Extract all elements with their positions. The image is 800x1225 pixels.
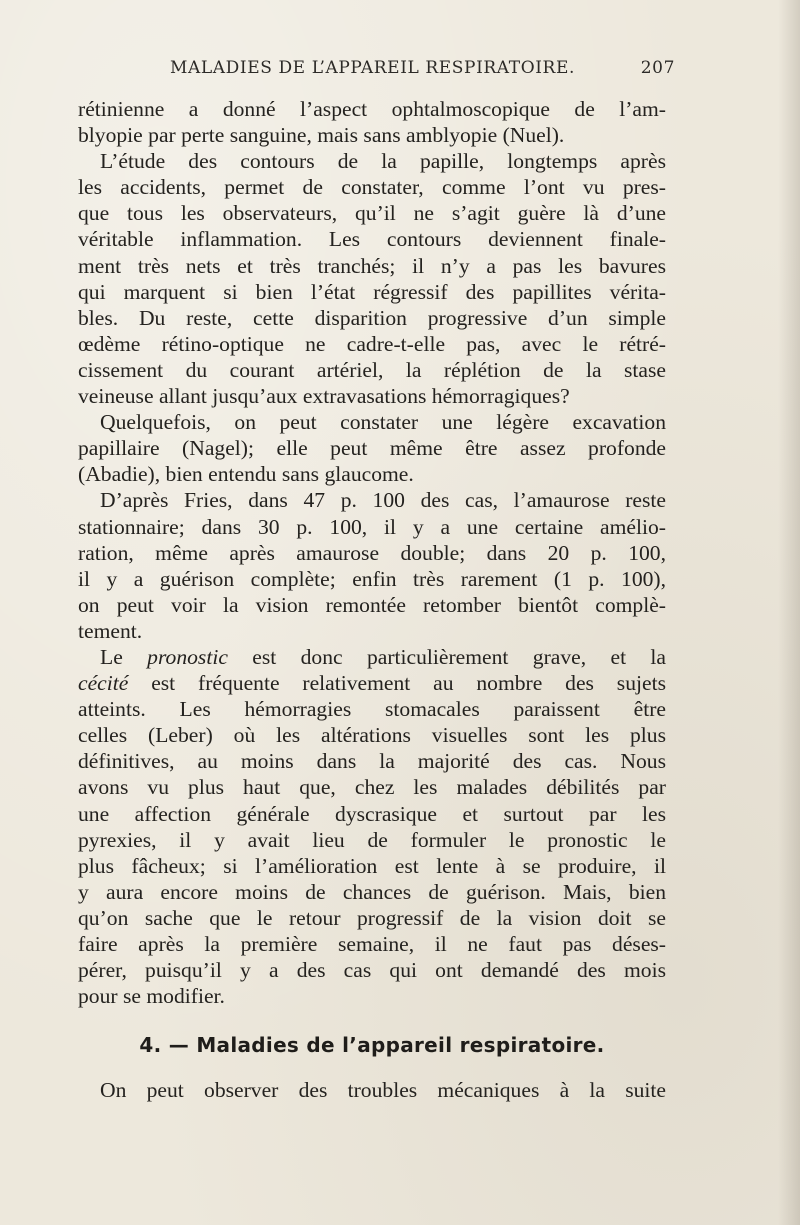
text-line-with-italic [78, 670, 666, 696]
text-line: qu’on sache que le retour progressif de la vision doit se [78, 905, 666, 930]
text-line: pour se modifier. [78, 984, 225, 1009]
italic-term-cecite: cécité [78, 671, 129, 696]
text-line: rétinienne a donné l’aspect ophtalmoscopique de l’am- [78, 97, 666, 121]
text-line: pyrexies, il y avait lieu de formuler le pronostic le [78, 827, 666, 852]
text-line: une affection générale dyscrasique et surtout par les [78, 801, 666, 826]
text-line: y aura encore moins de chances de guérison. Mais, bien [78, 879, 666, 904]
text-line: plus fâcheux; si l’amélioration est lente à se produire, il [78, 853, 666, 878]
text-line: véritable inflammation. Les contours deviennent finale- [78, 227, 666, 252]
text-line: On peut observer des troubles mécaniques à la suite [100, 1078, 666, 1102]
text-line: on peut voir la vision remontée retomber bientôt complè- [78, 592, 666, 617]
text-line: L’étude des contours de la papille, longtemps après [100, 149, 666, 174]
text-line: définitives, au moins dans la majorité des cas. Nous [78, 749, 666, 774]
text-line: que tous les observateurs, qu’il ne s’agit guère là d’une [78, 201, 666, 226]
text-line: atteints. Les hémorragies stomacales paraissent être [78, 697, 666, 722]
text-line: blyopie par perte sanguine, mais sans amblyopie (Nuel). [78, 123, 565, 148]
text-line: tement. [78, 618, 143, 643]
text-line: Quelquefois, on peut constater une légère excavation [100, 410, 666, 435]
body-text [78, 96, 666, 1009]
text-line: bles. Du reste, cette disparition progressive d’un simple [78, 305, 666, 330]
italic-term-pronostic: pronostic [147, 644, 228, 669]
body-text-after-heading [78, 1077, 666, 1103]
text-line: les accidents, permet de constater, comme l’ont vu pres- [78, 175, 666, 200]
text-line: faire après la première semaine, il ne faut pas déses- [78, 932, 666, 956]
text-line: cissement du courant artériel, la réplétion de la stase [78, 357, 666, 382]
page-edge-shadow [778, 0, 800, 1225]
text-line: il y a guérison complète; enfin très rarement (1 p. 100), [78, 566, 666, 591]
text-line: pérer, puisqu’il y a des cas qui ont demandé des mois [78, 958, 666, 983]
text-line: papillaire (Nagel); elle peut même être assez profonde [78, 436, 666, 461]
text-fragment: est fréquente relativement au nombre des sujets [151, 671, 666, 696]
text-line: (Abadie), bien entendu sans glaucome. [78, 462, 414, 487]
text-line: œdème rétino-optique ne cadre-t-elle pas, avec le rétré- [78, 331, 666, 356]
text-line: celles (Leber) où les altérations visuelles sont les plus [78, 723, 666, 748]
text-line: ration, même après amaurose double; dans 20 p. 100, [78, 540, 666, 565]
page-number: 207 [640, 58, 675, 78]
text-line: ment très nets et très tranchés; il n’y a pas les bavures [78, 253, 666, 278]
text-line: D’après Fries, dans 47 p. 100 des cas, l’amaurose reste [100, 488, 666, 513]
text-line: stationnaire; dans 30 p. 100, il y a une certaine amélio- [78, 514, 666, 539]
text-line: avons vu plus haut que, chez les malades débilités par [78, 775, 666, 800]
text-line-with-italic [78, 644, 666, 670]
text-fragment: est donc particulièrement grave, et la [252, 644, 666, 669]
section-heading: 4. — Maladies de l’appareil respiratoire. [139, 1033, 605, 1057]
text-fragment: Le [100, 644, 123, 669]
text-line: qui marquent si bien l’état régressif des papillites vérita- [78, 279, 666, 304]
running-title: MALADIES DE L’APPAREIL RESPIRATOIRE. [170, 58, 575, 78]
text-line: veineuse allant jusqu’aux extravasations hémorragiques? [78, 384, 570, 409]
